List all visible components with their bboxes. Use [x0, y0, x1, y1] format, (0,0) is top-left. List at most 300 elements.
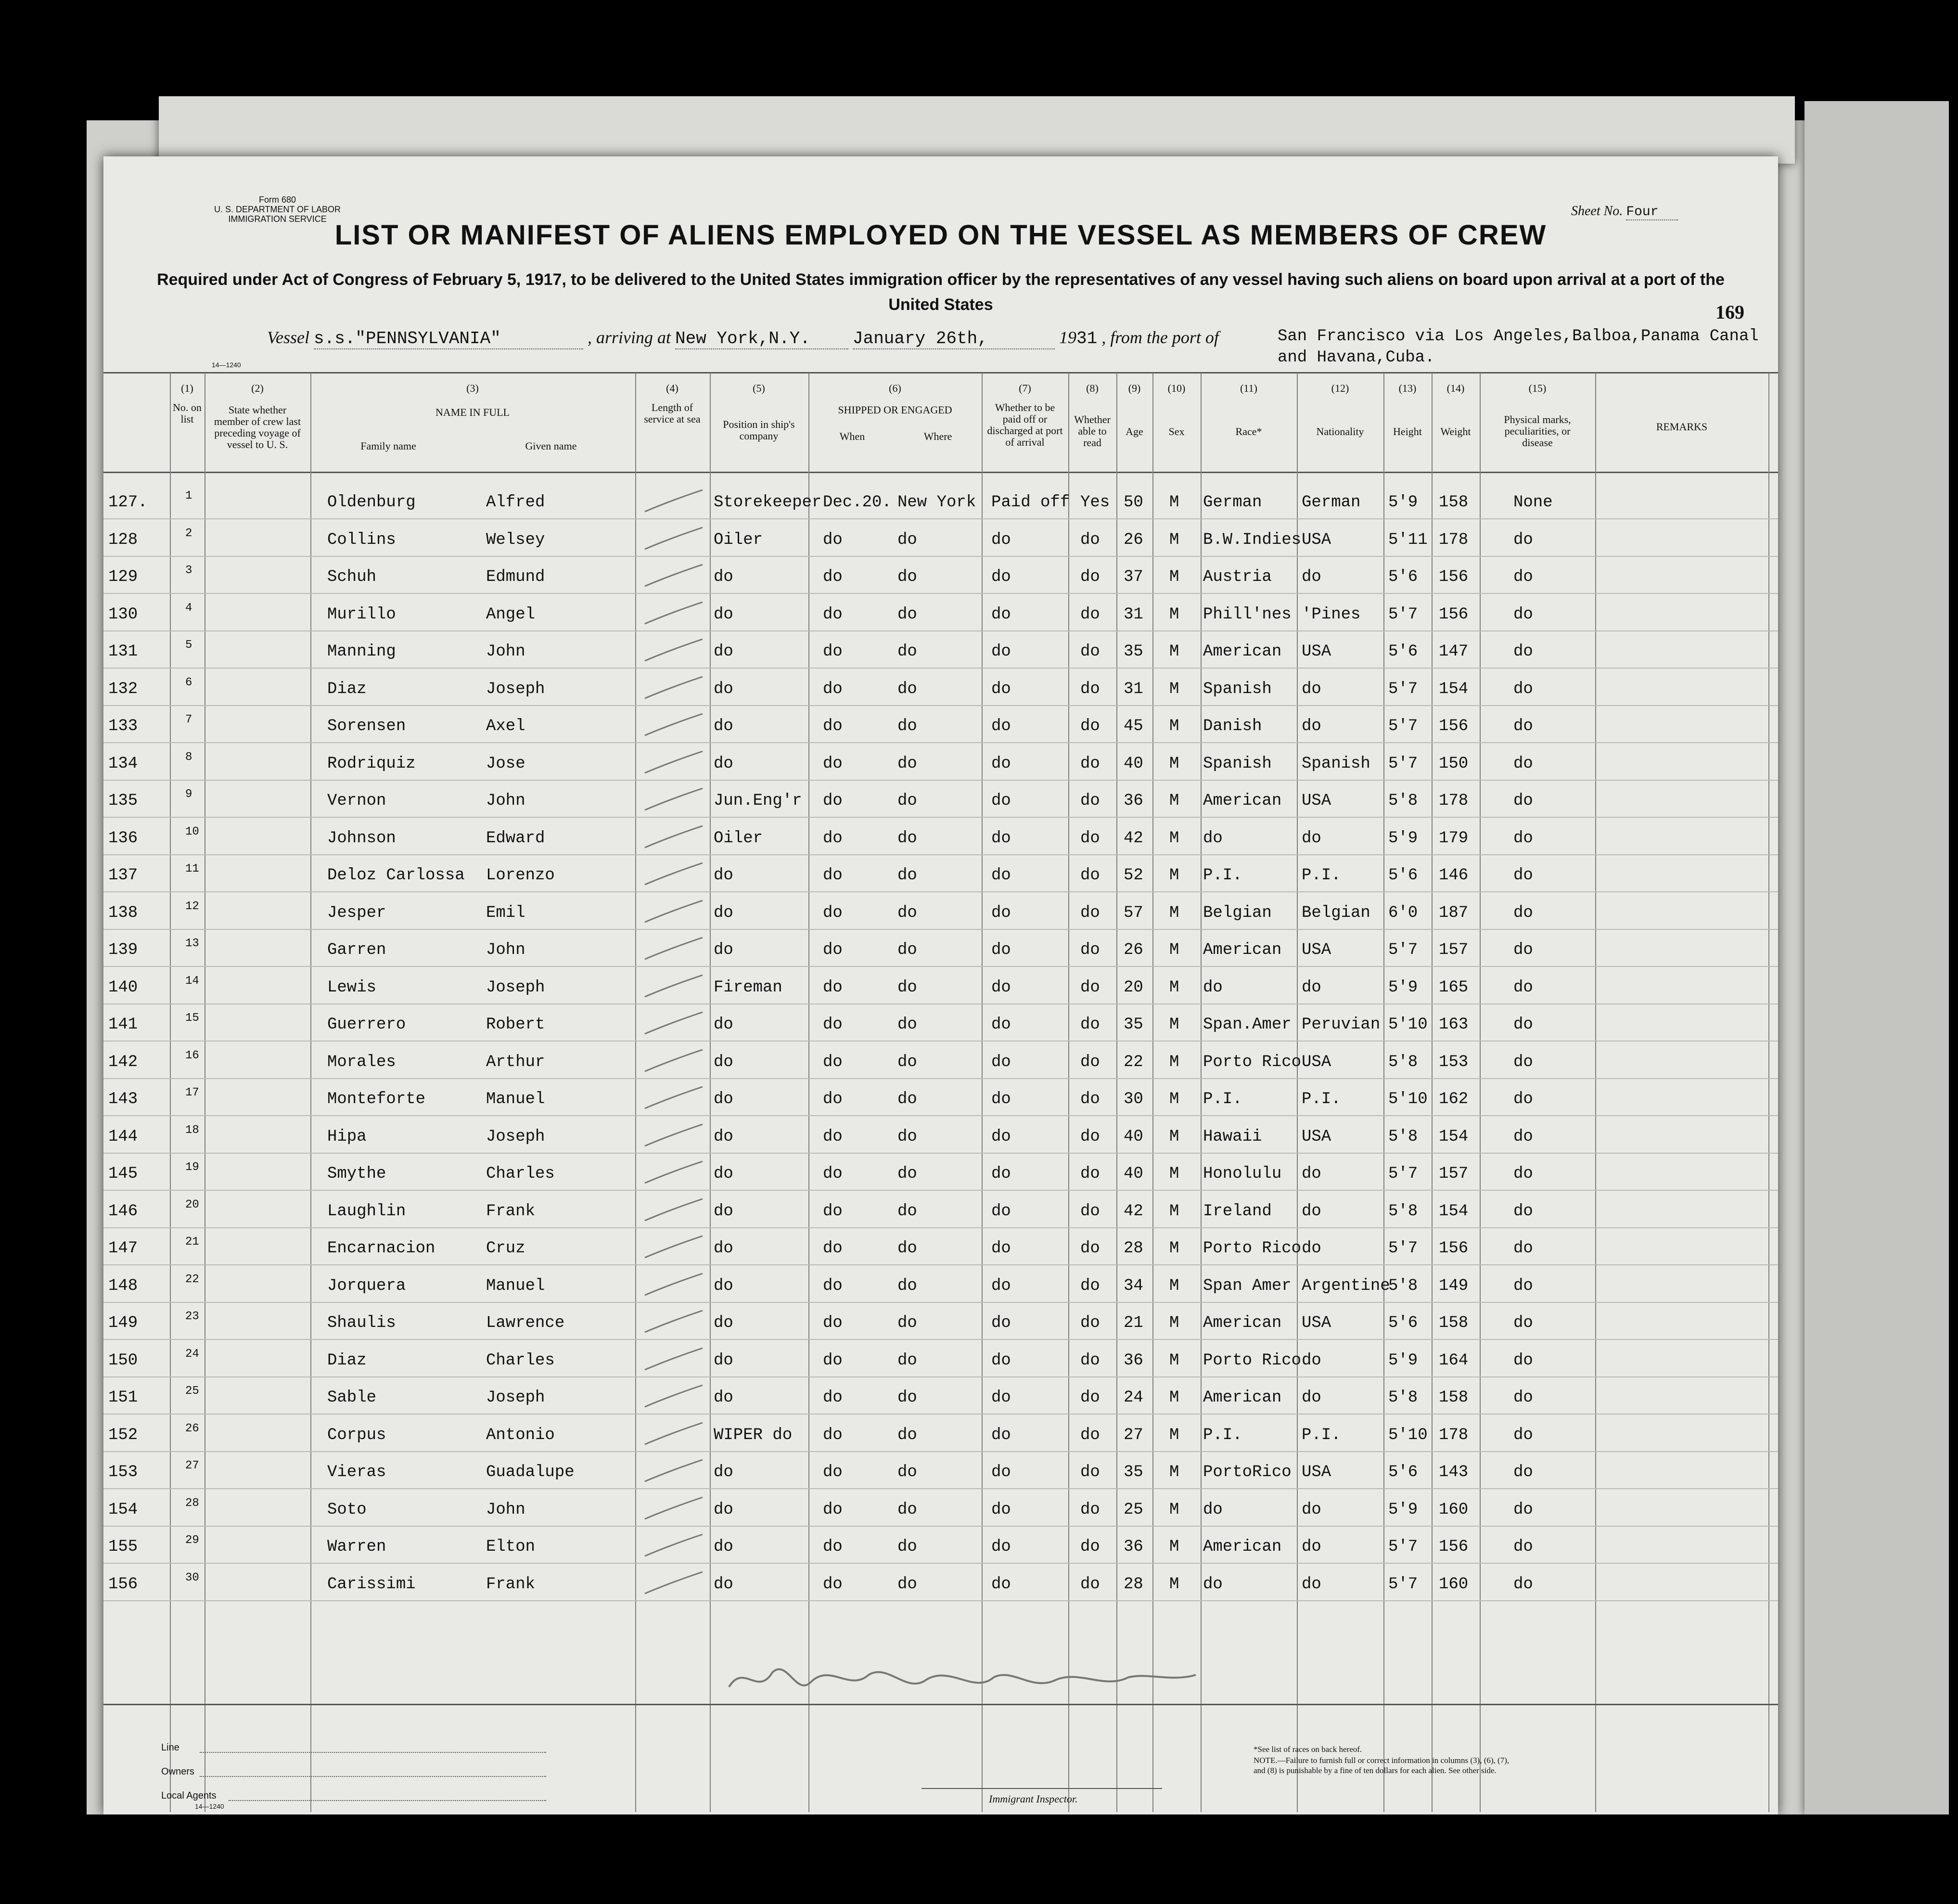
physical-marks: do — [1513, 1500, 1533, 1519]
race: do — [1203, 978, 1223, 997]
height: 5'9 — [1388, 1351, 1418, 1370]
able-to-read: do — [1080, 1127, 1100, 1146]
nationality: USA — [1302, 1053, 1331, 1071]
age: 50 — [1124, 493, 1143, 512]
physical-marks: do — [1513, 530, 1533, 549]
col-line — [1595, 373, 1596, 1812]
physical-marks: None — [1513, 493, 1553, 512]
physical-marks: do — [1513, 1016, 1533, 1034]
family-name: Warren — [327, 1538, 386, 1556]
row-number: 17 — [185, 1086, 199, 1099]
position: do — [714, 1276, 733, 1295]
race: American — [1203, 792, 1282, 810]
family-name: Morales — [327, 1053, 396, 1071]
sheet-number-field — [1571, 204, 1678, 219]
age: 28 — [1124, 1575, 1143, 1594]
nationality: do — [1302, 1239, 1321, 1258]
form-department: U. S. DEPARTMENT OF LABOR — [214, 205, 341, 214]
col-header-shipped: SHIPPED OR ENGAGED — [838, 404, 952, 416]
col-num-8: (8) — [1086, 382, 1099, 394]
sex: M — [1169, 941, 1179, 959]
year-value: 31 — [1076, 329, 1098, 348]
nationality: do — [1302, 829, 1321, 848]
weight: 187 — [1439, 903, 1469, 922]
race: Danish — [1203, 717, 1262, 735]
given-name: Cruz — [486, 1239, 525, 1258]
shipped-where: do — [897, 605, 917, 624]
check-mark-icon — [642, 935, 705, 964]
sex: M — [1169, 829, 1179, 848]
header-top-rule — [103, 372, 1778, 373]
col-line — [1201, 373, 1202, 1812]
shipped-when: do — [823, 754, 843, 773]
family-name: Sable — [327, 1389, 377, 1407]
position: do — [714, 1127, 733, 1146]
height: 5'6 — [1388, 866, 1418, 885]
paid-off: do — [991, 1127, 1011, 1146]
check-mark-icon — [642, 1420, 705, 1449]
physical-marks: do — [1513, 1575, 1533, 1594]
physical-marks: do — [1513, 903, 1533, 922]
physical-marks: do — [1513, 1165, 1533, 1183]
position: do — [714, 1090, 733, 1108]
paid-off: do — [991, 829, 1011, 848]
position: do — [714, 1463, 733, 1481]
family-name: Diaz — [327, 1351, 367, 1370]
given-name: Charles — [486, 1165, 555, 1183]
row-rule — [103, 1227, 1778, 1228]
weight: 156 — [1439, 1239, 1469, 1258]
weight: 143 — [1439, 1463, 1469, 1481]
age: 26 — [1124, 941, 1143, 959]
row-index: 143 — [108, 1090, 138, 1108]
able-to-read: do — [1080, 1239, 1100, 1258]
col-line — [1152, 373, 1153, 1812]
family-name: Schuh — [327, 568, 377, 586]
shipped-when: do — [823, 717, 843, 735]
row-index: 134 — [108, 754, 138, 773]
position: Oiler — [714, 530, 763, 549]
col-line — [1432, 373, 1433, 1812]
row-number: 2 — [185, 527, 192, 540]
row-rule — [103, 1302, 1778, 1303]
given-name: Lorenzo — [486, 866, 555, 885]
shipped-where: do — [897, 1276, 917, 1295]
position: WIPER do — [714, 1426, 793, 1444]
sex: M — [1169, 978, 1179, 997]
shipped-when: do — [823, 866, 843, 885]
paid-off: Paid off — [991, 493, 1070, 512]
sex: M — [1169, 1165, 1179, 1183]
height: 5'8 — [1388, 1053, 1418, 1071]
position: do — [714, 1351, 733, 1370]
check-mark-icon — [642, 1532, 705, 1561]
able-to-read: do — [1080, 1463, 1100, 1481]
col-line — [1383, 373, 1384, 1812]
row-rule — [103, 1078, 1778, 1079]
paid-off: do — [991, 1053, 1011, 1071]
row-number: 4 — [185, 601, 192, 615]
race: Hawaii — [1203, 1127, 1262, 1146]
row-index: 142 — [108, 1053, 138, 1071]
col-header-length: Length of service at sea — [644, 401, 701, 425]
height: 5'7 — [1388, 680, 1418, 698]
inspector-signature-line — [921, 1788, 1162, 1789]
position: do — [714, 1538, 733, 1556]
col-header-when: When — [839, 430, 865, 442]
col-header-read: Whether able to read — [1074, 413, 1111, 449]
race: Belgian — [1203, 903, 1272, 922]
col-header-weight: Weight — [1440, 425, 1471, 437]
row-number: 9 — [185, 788, 192, 801]
col-num-14: (14) — [1446, 382, 1465, 394]
row-number: 5 — [185, 639, 192, 652]
col-line — [982, 373, 983, 1812]
row-number: 13 — [185, 937, 199, 950]
paid-off: do — [991, 792, 1011, 810]
paid-off: do — [991, 866, 1011, 885]
given-name: Jose — [486, 754, 525, 773]
nationality: P.I. — [1302, 1426, 1341, 1444]
year-prefix: 19 — [1059, 328, 1076, 347]
nationality: USA — [1302, 1463, 1331, 1481]
col-line — [1116, 373, 1117, 1812]
sex: M — [1169, 1575, 1179, 1594]
footer-agents-label: Local Agents — [161, 1790, 217, 1801]
able-to-read: do — [1080, 866, 1100, 885]
col-header-no: No. on list — [173, 401, 202, 425]
weight: 162 — [1439, 1090, 1469, 1108]
shipped-when: do — [823, 1351, 843, 1370]
position: do — [714, 1016, 733, 1034]
nationality: do — [1302, 1575, 1321, 1594]
age: 28 — [1124, 1239, 1143, 1258]
check-mark-icon — [642, 488, 705, 516]
family-name: Soto — [327, 1500, 367, 1519]
weight: 157 — [1439, 941, 1469, 959]
height: 5'9 — [1388, 493, 1418, 512]
height: 5'7 — [1388, 1239, 1418, 1258]
paid-off: do — [991, 530, 1011, 549]
height: 5'6 — [1388, 568, 1418, 586]
shipped-when: do — [823, 1016, 843, 1034]
nationality: do — [1302, 1389, 1321, 1407]
col-header-physical: Physical marks, peculiarities, or disease — [1504, 413, 1571, 449]
position: do — [714, 1500, 733, 1519]
row-number: 8 — [185, 750, 192, 764]
position: Storekeeper — [714, 493, 822, 512]
row-rule — [103, 1115, 1778, 1116]
paid-off: do — [991, 643, 1011, 661]
row-index: 137 — [108, 866, 138, 885]
paid-off: do — [991, 754, 1011, 773]
family-name: Garren — [327, 941, 386, 959]
given-name: John — [486, 792, 525, 810]
race: Ireland — [1203, 1202, 1272, 1221]
shipped-where: do — [897, 1500, 917, 1519]
row-index: 155 — [108, 1538, 138, 1556]
row-number: 28 — [185, 1496, 199, 1510]
able-to-read: do — [1080, 1276, 1100, 1295]
given-name: John — [486, 1500, 525, 1519]
height: 5'8 — [1388, 1276, 1418, 1295]
given-name: Alfred — [486, 493, 545, 512]
check-mark-icon — [642, 898, 705, 927]
weight: 178 — [1439, 792, 1469, 810]
departure-port-line2: and Havana,Cuba. — [1278, 348, 1435, 367]
family-name: Diaz — [327, 680, 367, 698]
col-header-nationality: Nationality — [1316, 425, 1364, 437]
col-num-9: (9) — [1128, 382, 1141, 394]
shipped-where: do — [897, 866, 917, 885]
able-to-read: do — [1080, 680, 1100, 698]
paid-off: do — [991, 1500, 1011, 1519]
position: do — [714, 866, 733, 885]
race: Spanish — [1203, 754, 1272, 773]
sex: M — [1169, 493, 1179, 512]
row-rule — [103, 630, 1778, 631]
row-index: 141 — [108, 1016, 138, 1034]
family-name: Vieras — [327, 1463, 386, 1481]
col-num-10: (10) — [1167, 382, 1186, 394]
height: 5'7 — [1388, 717, 1418, 735]
race: American — [1203, 1538, 1282, 1556]
given-name: Angel — [486, 605, 536, 624]
col-num-13: (13) — [1398, 382, 1417, 394]
physical-marks: do — [1513, 680, 1533, 698]
physical-marks: do — [1513, 1426, 1533, 1444]
col-line — [808, 373, 809, 1812]
physical-marks: do — [1513, 1314, 1533, 1332]
height: 5'10 — [1388, 1016, 1428, 1034]
shipped-when: do — [823, 1575, 843, 1594]
check-mark-icon — [642, 674, 705, 703]
paid-off: do — [991, 903, 1011, 922]
paid-off: do — [991, 1389, 1011, 1407]
physical-marks: do — [1513, 1351, 1533, 1370]
shipped-when: do — [823, 1090, 843, 1108]
height: 5'6 — [1388, 643, 1418, 661]
physical-marks: do — [1513, 717, 1533, 735]
shipped-where: do — [897, 1090, 917, 1108]
shipped-where: do — [897, 978, 917, 997]
sex: M — [1169, 1090, 1179, 1108]
shipped-where: do — [897, 1016, 917, 1034]
race: American — [1203, 643, 1282, 661]
nationality: German — [1302, 493, 1361, 512]
position: do — [714, 568, 733, 586]
row-rule — [103, 1190, 1778, 1191]
age: 30 — [1124, 1090, 1143, 1108]
given-name: Arthur — [486, 1053, 545, 1071]
position: do — [714, 1314, 733, 1332]
sex: M — [1169, 1389, 1179, 1407]
able-to-read: do — [1080, 903, 1100, 922]
shipped-when: do — [823, 643, 843, 661]
given-name: Welsey — [486, 530, 545, 549]
row-rule — [103, 593, 1778, 594]
footer-owners-label: Owners — [161, 1766, 194, 1777]
weight: 158 — [1439, 1314, 1469, 1332]
col-header-sex: Sex — [1168, 425, 1185, 437]
footer-owners-blank — [200, 1776, 546, 1777]
physical-marks: do — [1513, 1239, 1533, 1258]
nationality: do — [1302, 717, 1321, 735]
age: 52 — [1124, 866, 1143, 885]
able-to-read: do — [1080, 605, 1100, 624]
shipped-where: do — [897, 1463, 917, 1481]
position: do — [714, 717, 733, 735]
row-index: 145 — [108, 1165, 138, 1183]
col-header-name: NAME IN FULL — [435, 406, 510, 418]
weight: 156 — [1439, 1538, 1469, 1556]
header-bottom-rule — [103, 472, 1778, 473]
position: do — [714, 680, 733, 698]
paid-off: do — [991, 605, 1011, 624]
row-rule — [103, 1041, 1778, 1042]
col-header-remarks: REMARKS — [1656, 421, 1708, 433]
height: 5'8 — [1388, 1389, 1418, 1407]
check-mark-icon — [642, 749, 705, 778]
weight: 160 — [1439, 1500, 1469, 1519]
weight: 178 — [1439, 1426, 1469, 1444]
sex: M — [1169, 530, 1179, 549]
weight: 154 — [1439, 1127, 1469, 1146]
given-name: John — [486, 941, 525, 959]
able-to-read: do — [1080, 792, 1100, 810]
paid-off: do — [991, 1314, 1011, 1332]
shipped-where: do — [897, 530, 917, 549]
age: 40 — [1124, 754, 1143, 773]
shipped-when: do — [823, 941, 843, 959]
paid-off: do — [991, 1426, 1011, 1444]
sex: M — [1169, 643, 1179, 661]
given-name: Joseph — [486, 978, 545, 997]
col-line — [1068, 373, 1069, 1812]
height: 5'6 — [1388, 1463, 1418, 1481]
position: do — [714, 1389, 733, 1407]
col-line — [710, 373, 711, 1812]
arriving-port: New York,N.Y. — [675, 329, 848, 349]
paid-off: do — [991, 941, 1011, 959]
row-rule — [103, 1600, 1778, 1601]
check-mark-icon — [642, 1084, 705, 1113]
position: do — [714, 643, 733, 661]
manifest-sheet — [103, 156, 1778, 1814]
position: Jun.Eng'r — [714, 792, 802, 810]
shipped-where: do — [897, 903, 917, 922]
shipped-when: do — [823, 1500, 843, 1519]
nationality: USA — [1302, 941, 1331, 959]
shipped-when: do — [823, 568, 843, 586]
shipped-when: Dec.20. — [823, 493, 892, 512]
col-header-age: Age — [1126, 425, 1143, 437]
sex: M — [1169, 1127, 1179, 1146]
shipped-when: do — [823, 1239, 843, 1258]
row-rule — [103, 518, 1778, 519]
height: 5'7 — [1388, 605, 1418, 624]
position: do — [714, 605, 733, 624]
height: 5'6 — [1388, 1314, 1418, 1332]
physical-marks: do — [1513, 1127, 1533, 1146]
row-number: 3 — [185, 564, 192, 577]
shipped-when: do — [823, 1127, 843, 1146]
physical-marks: do — [1513, 829, 1533, 848]
shipped-when: do — [823, 1426, 843, 1444]
height: 5'7 — [1388, 1575, 1418, 1594]
vessel-name: s.s."PENNSYLVANIA" — [314, 329, 583, 349]
age: 42 — [1124, 829, 1143, 848]
row-rule — [103, 966, 1778, 967]
row-index: 131 — [108, 643, 138, 661]
check-mark-icon — [642, 562, 705, 591]
footer-rule — [103, 1704, 1778, 1705]
given-name: Elton — [486, 1538, 536, 1556]
sex: M — [1169, 866, 1179, 885]
row-rule — [103, 1339, 1778, 1340]
form-code: 14—1240 — [212, 361, 241, 369]
row-number: 6 — [185, 676, 192, 689]
physical-marks: do — [1513, 866, 1533, 885]
physical-marks: do — [1513, 1389, 1533, 1407]
sex: M — [1169, 1426, 1179, 1444]
family-name: Smythe — [327, 1165, 386, 1183]
position: do — [714, 1202, 733, 1221]
row-rule — [103, 1488, 1778, 1489]
arrival-date: January 26th, — [853, 329, 1055, 349]
shipped-when: do — [823, 792, 843, 810]
row-index: 136 — [108, 829, 138, 848]
physical-marks: do — [1513, 792, 1533, 810]
position: do — [714, 903, 733, 922]
row-number: 23 — [185, 1310, 199, 1323]
height: 5'11 — [1388, 530, 1428, 549]
age: 21 — [1124, 1314, 1143, 1332]
able-to-read: do — [1080, 941, 1100, 959]
col-num-12: (12) — [1331, 382, 1349, 394]
race: P.I. — [1203, 1090, 1242, 1108]
physical-marks: do — [1513, 1202, 1533, 1221]
physical-marks: do — [1513, 643, 1533, 661]
age: 40 — [1124, 1127, 1143, 1146]
col-header-race: Race* — [1235, 425, 1262, 437]
shipped-where: do — [897, 1426, 917, 1444]
shipped-where: do — [897, 1351, 917, 1370]
weight: 179 — [1439, 829, 1469, 848]
row-index: 128 — [108, 530, 138, 549]
able-to-read: do — [1080, 1426, 1100, 1444]
race: German — [1203, 493, 1262, 512]
paid-off: do — [991, 1351, 1011, 1370]
family-name: Sorensen — [327, 717, 406, 735]
check-mark-icon — [642, 1570, 705, 1598]
race: American — [1203, 941, 1282, 959]
able-to-read: do — [1080, 717, 1100, 735]
position: do — [714, 941, 733, 959]
able-to-read: do — [1080, 568, 1100, 586]
arriving-label: , arriving at — [587, 328, 671, 347]
age: 35 — [1124, 643, 1143, 661]
weight: 153 — [1439, 1053, 1469, 1071]
nationality: do — [1302, 1202, 1321, 1221]
race: do — [1203, 1500, 1223, 1519]
nationality: do — [1302, 1351, 1321, 1370]
weight: 146 — [1439, 866, 1469, 885]
given-name: John — [486, 643, 525, 661]
row-rule — [103, 1414, 1778, 1415]
nationality: USA — [1302, 1127, 1331, 1146]
given-name: Joseph — [486, 680, 545, 698]
